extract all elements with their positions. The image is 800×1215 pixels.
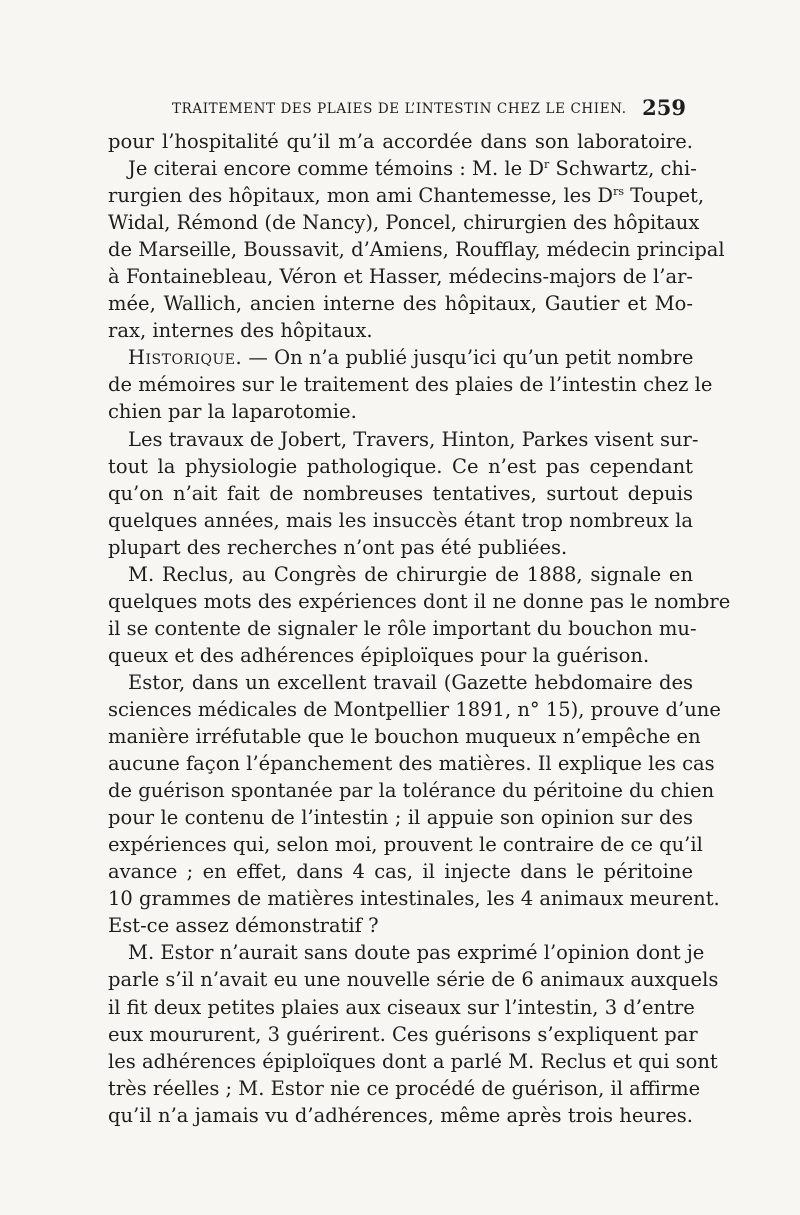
paragraph-end-line: rax, internes des hôpitaux. xyxy=(108,319,373,343)
text-line: les adhérences épiploïques dont a parlé M. Reclus et qui sont xyxy=(108,1049,718,1073)
text-line: de guérison spontanée par la tolérance du péritoine du chien xyxy=(108,779,715,803)
text-line: il fit deux petites plaies aux ciseaux sur l’intestin, 3 d’entre xyxy=(108,995,695,1019)
text-line: à Fontainebleau, Véron et Hasser, médecins-majors de l’ar- xyxy=(108,265,693,289)
text-line: eux moururent, 3 guérirent. Ces guérisons s’expliquent par xyxy=(108,1022,698,1046)
text-line: tout la physiologie pathologique. Ce n’est pas cependant xyxy=(108,454,693,478)
paragraph-start-line: Les travaux de Jobert, Travers, Hinton, Parkes visent sur- xyxy=(128,427,699,451)
text-line: de Marseille, Boussavit, d’Amiens, Roufflay, médecin principal xyxy=(108,238,725,262)
text-segment: Je citerai encore comme témoins : M. le D xyxy=(128,157,545,181)
text-segment: Toupet, xyxy=(623,184,705,208)
text-line: qu’il n’a jamais vu d’adhérences, même après trois heures. xyxy=(108,1103,693,1127)
page-header xyxy=(108,95,686,123)
text-line: 10 grammes de matières intestinales, les 4 animaux meurent. xyxy=(108,887,720,911)
text-line: aucune façon l’épanchement des matières. Il explique les cas xyxy=(108,752,715,776)
text-line: il se contente de signaler le rôle important du bouchon mu- xyxy=(108,616,697,640)
text-segment: — On n’a publié jusqu’ici qu’un petit nombre xyxy=(242,346,694,370)
text-line: quelques mots des expériences dont il ne donne pas le nombre xyxy=(108,589,731,613)
paragraph-end-line: Est-ce assez démonstratif ? xyxy=(108,914,379,938)
section-heading: Historique. xyxy=(128,346,243,370)
paragraph-start-line xyxy=(108,344,693,371)
paragraph-start-line: Estor, dans un excellent travail (Gazette hebdomaire des xyxy=(128,670,693,694)
text-line: très réelles ; M. Estor nie ce procédé de guérison, il affirme xyxy=(108,1076,701,1100)
text-line: expériences qui, selon moi, prouvent le contraire de ce qu’il xyxy=(108,833,703,857)
body-text xyxy=(108,128,731,1129)
superscript: r xyxy=(544,158,550,172)
running-title: TRAITEMENT DES PLAIES DE L’INTESTIN CHEZ LE CHIEN. xyxy=(172,101,627,117)
text-segment: rurgien des hôpitaux, mon ami Chantemesse, les D xyxy=(108,184,614,208)
paragraph-end-line: chien par la laparotomie. xyxy=(108,400,357,424)
text-line: quelques années, mais les insuccès étant trop nombreux la xyxy=(108,508,693,532)
superscript: rs xyxy=(613,185,624,199)
text-line: pour le contenu de l’intestin ; il appuie son opinion sur des xyxy=(108,806,693,830)
page-number: 259 xyxy=(642,95,686,120)
text-line: Widal, Rémond (de Nancy), Poncel, chirurgien des hôpitaux xyxy=(108,211,700,235)
text-line: de mémoires sur le traitement des plaies de l’intestin chez le xyxy=(108,373,713,397)
paragraph-start-line xyxy=(108,155,697,182)
text-line: parle s’il n’avait eu une nouvelle série de 6 animaux auxquels xyxy=(108,968,719,992)
text-line xyxy=(108,182,705,209)
text-segment: Schwartz, chi- xyxy=(549,157,697,181)
text-line: avance ; en effet, dans 4 cas, il injecte dans le péritoine xyxy=(108,860,693,884)
text-line: pour l’hospitalité qu’il m’a accordée dans son laboratoire. xyxy=(108,130,693,153)
paragraph-start-line: M. Reclus, au Congrès de chirurgie de 1888, signale en xyxy=(128,562,693,586)
paragraph-end-line: queux et des adhérences épiploïques pour la guérison. xyxy=(108,643,650,667)
text-line: mée, Wallich, ancien interne des hôpitaux, Gautier et Mo- xyxy=(108,292,693,316)
text-line: manière irréfutable que le bouchon muqueux n’empêche en xyxy=(108,725,701,749)
paragraph-start-line: M. Estor n’aurait sans doute pas exprimé l’opinion dont je xyxy=(128,941,705,965)
paragraph-end-line: plupart des recherches n’ont pas été publiées. xyxy=(108,535,568,559)
text-line: sciences médicales de Montpellier 1891, n° 15), prouve d’une xyxy=(108,697,721,721)
text-line: qu’on n’ait fait de nombreuses tentatives, surtout depuis xyxy=(108,481,693,505)
